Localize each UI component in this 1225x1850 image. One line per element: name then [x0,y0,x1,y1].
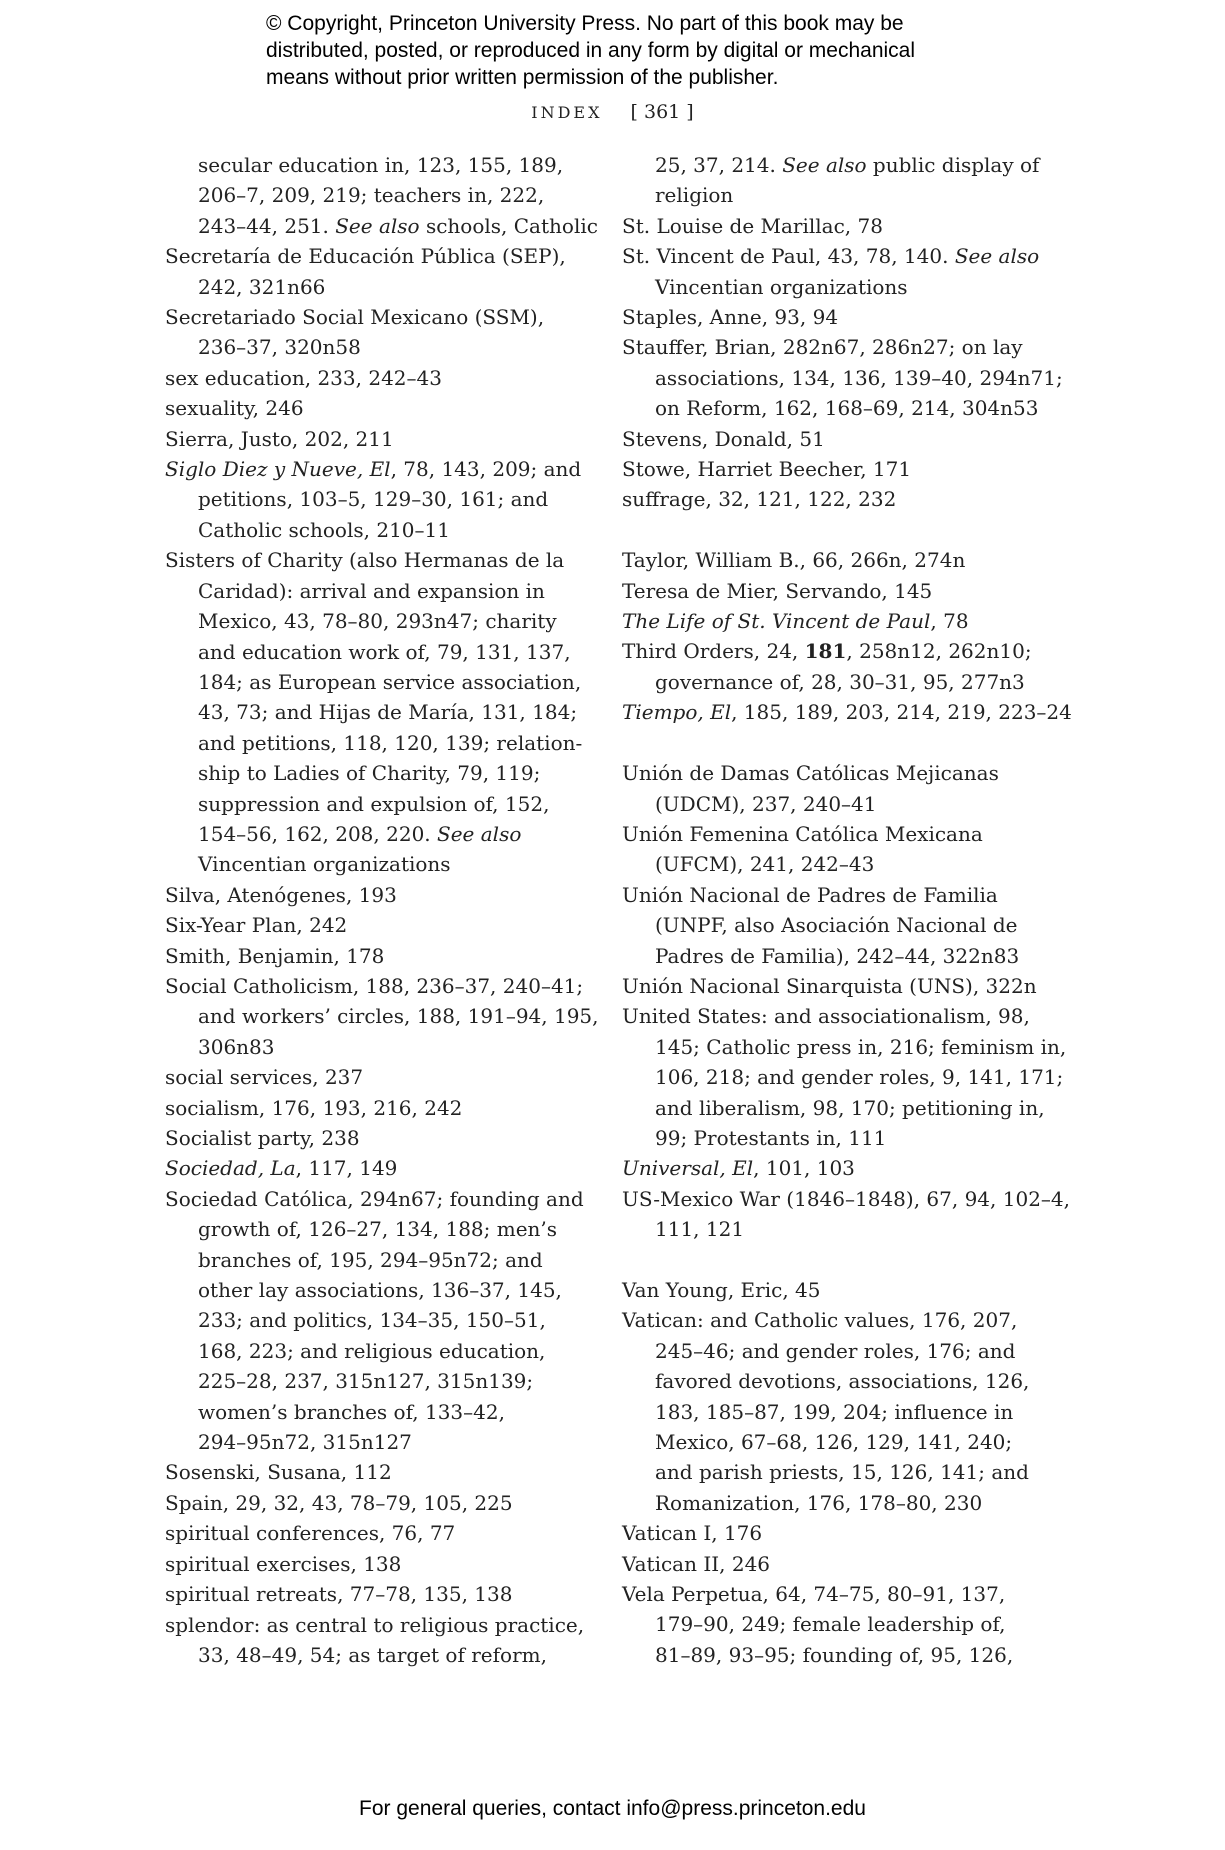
index-entry-line [165,393,575,423]
index-text: Six-Year Plan, 242 [165,913,348,938]
index-entry-line [198,1275,575,1305]
index-text: St. Louise de Marillac, 78 [622,213,883,238]
index-entry-line [655,1214,1042,1244]
index-entry-line [655,667,1042,697]
index-text: St. Vincent de Paul, 43, 78, 140. [622,244,955,269]
index-entry [622,606,1042,636]
index-entry-line [622,1184,1070,1214]
index-text: 43, 73; and Hijas de María, 131, 184; [198,700,578,725]
index-entry-line [198,1305,575,1335]
index-text: Tiempo, El [622,700,732,725]
index-text: and petitions, 118, 120, 139; relation- [198,730,583,755]
index-entry-line [165,1518,575,1548]
index-entry-line [655,1427,1042,1457]
index-text: 294–95n72, 315n127 [198,1430,412,1455]
index-text: (UFCM), 241, 242–43 [655,852,875,877]
index-text: Sosenski, Susana, 112 [165,1460,392,1485]
index-text: Vela Perpetua, 64, 74–75, 80–91, 137, [622,1582,1006,1607]
index-text: secular education in, 123, 155, 189, [198,153,564,177]
index-entry [165,1488,575,1518]
index-entry [165,1093,575,1123]
index-entry [622,1549,1042,1579]
index-entry-line [198,758,575,788]
index-entry-line [198,697,578,727]
index-entry-line [655,1093,1045,1123]
index-entry-line [198,211,598,241]
index-entry-line [198,849,575,879]
index-text: Vincentian organizations [198,852,451,877]
index-text: spiritual exercises, 138 [165,1551,402,1576]
index-entry-line [198,637,575,667]
index-entry-line [622,576,1042,606]
index-text: Van Young, Eric, 45 [622,1277,821,1302]
index-text: petitions, 103–5, 129–30, 161; and [198,487,549,512]
index-entry-line [198,1427,575,1457]
index-entry-line [655,1457,1042,1487]
index-entry-line [655,1336,1042,1366]
index-text: Stauffer, Brian, 282n67, 286n27; on lay [622,335,1023,360]
index-column-right [622,150,1072,1670]
index-entry [622,424,1042,454]
index-entry-line [622,880,1042,910]
index-entry [165,1062,575,1092]
index-entry-line [622,697,1072,727]
index-entry-line [198,1366,575,1396]
index-text: 111, 121 [655,1217,745,1242]
index-text: ship to Ladies of Charity, 79, 119; [198,761,541,786]
index-entry [622,758,1042,819]
index-text: 206–7, 209, 219; teachers in, 222, [198,183,545,208]
index-text: 236–37, 320n58 [198,335,361,360]
index-entry [165,880,575,910]
index-text: The Life of St. Vincent de Paul [622,609,931,634]
index-text: associations, 134, 136, 139–40, 294n71; [655,365,1063,390]
index-text: 242, 321n66 [198,274,326,299]
index-entry-line [622,1579,1042,1609]
index-text: , 185, 189, 203, 214, 219, 223–24 [731,700,1072,725]
index-text: Spain, 29, 32, 43, 78–79, 105, 225 [165,1490,513,1515]
index-entry-line [198,1245,575,1275]
index-entry-line [165,1457,575,1487]
index-entry-line [622,211,1042,241]
index-entry [622,1184,1070,1245]
index-text: Teresa de Mier, Servando, 145 [622,578,933,603]
index-text: on Reform, 162, 168–69, 214, 304n53 [655,396,1039,421]
index-entry-line [198,180,575,210]
index-text: Sisters of Charity (also Hermanas de la [165,548,565,573]
index-text: spiritual conferences, 76, 77 [165,1521,456,1546]
index-entry-line [622,1518,1042,1548]
index-text: favored devotions, associations, 126, [655,1369,1030,1394]
index-text: sexuality, 246 [165,396,304,421]
index-entry [165,363,575,393]
index-entry-line [622,971,1042,1001]
index-entry-line [165,302,575,332]
index-entry-line [655,1123,1042,1153]
index-text: other lay associations, 136–37, 145, [198,1278,562,1303]
index-text: splendor: as central to religious practice, [165,1612,585,1637]
index-text: Secretaría de Educación Pública (SEP), [165,244,566,269]
index-entry-line [165,880,575,910]
index-entry-line [198,667,582,697]
index-entry-line [622,606,1042,636]
index-entry [622,241,1042,302]
index-text: Social Catholicism, 188, 236–37, 240–41; [165,973,584,998]
index-entry-line [655,393,1042,423]
index-entry-line [655,272,1042,302]
index-text: , 117, 149 [295,1156,398,1181]
index-entry-line [165,241,575,271]
index-entry [622,1001,1067,1153]
index-text: and parish priests, 15, 126, 141; and [655,1460,1029,1485]
index-text: women’s branches of, 133–42, [198,1399,505,1424]
index-text: 243–44, 251. [198,213,336,238]
index-text: Catholic schools, 210–11 [198,517,450,542]
index-text: (UDCM), 237, 240–41 [655,791,877,816]
index-text: See also [954,244,1040,269]
index-entry-continued [165,150,598,241]
index-entry [165,910,575,940]
index-text: Unión Nacional de Padres de Familia [622,882,998,907]
index-text: Third Orders, 24, [622,639,805,664]
index-entry-line [165,1123,575,1153]
index-entry-line [165,1093,575,1123]
index-entry-line [622,1549,1042,1579]
page-number: [ 361 ] [630,101,694,123]
index-entry-line [622,484,1042,514]
index-entry-line [622,1153,1042,1183]
index-text: 183, 185–87, 199, 204; influence in [655,1399,1014,1424]
index-entry-line [622,758,1042,788]
index-text: Padres de Familia), 242–44, 322n83 [655,943,1020,968]
index-entry-line [198,272,575,302]
index-entry-line [622,241,1042,271]
index-entry-line [165,1579,575,1609]
index-entry-line [655,1488,1042,1518]
index-entry-line [622,1275,1042,1305]
index-entry-line [655,789,1042,819]
index-entry [165,941,575,971]
index-entry-line [622,332,1042,362]
index-entry [622,332,1063,423]
index-entry [622,819,1042,880]
index-text: suffrage, 32, 121, 122, 232 [622,487,897,512]
copyright-line: means without prior written permission of the publisher. [266,66,779,89]
index-text: suppression and expulsion of, 152, [198,791,550,816]
index-entry-line [198,576,575,606]
index-text: See also [782,153,867,177]
index-entry-line [165,1184,584,1214]
index-text: Taylor, William B., 66, 266n, 274n [622,548,966,573]
index-text: governance of, 28, 30–31, 95, 277n3 [655,669,1025,694]
index-text: Vatican II, 246 [622,1551,771,1576]
index-entry [165,1457,575,1487]
index-text: Sierra, Justo, 202, 211 [165,426,394,451]
index-entry-line [165,971,584,1001]
index-entry-line [165,941,575,971]
index-text: 245–46; and gender roles, 176; and [655,1338,1016,1363]
index-text: , 78, 143, 209; and [390,457,582,482]
index-text: religion [655,183,734,208]
index-text: Unión de Damas Católicas Mejicanas [622,761,999,786]
index-text: 181 [804,639,847,664]
index-entry-line [622,1001,1042,1031]
index-entry-line [198,1214,575,1244]
index-entry [165,302,575,363]
index-text: 233; and politics, 134–35, 150–51, [198,1308,546,1333]
index-entry-line [198,789,575,819]
index-text: See also [335,213,420,238]
index-entry-line [165,1610,585,1640]
index-entry [165,1579,575,1609]
index-text: Unión Femenina Católica Mexicana [622,821,983,846]
index-entry [165,1184,584,1458]
index-entry-line [655,1032,1067,1062]
index-text: 179–90, 249; female leadership of, [655,1612,1006,1637]
index-entry-line [198,1397,575,1427]
index-text: socialism, 176, 193, 216, 242 [165,1095,463,1120]
index-text: , 101, 103 [753,1156,855,1181]
index-entry [165,1610,585,1671]
index-entry-line [198,606,575,636]
index-text: social services, 237 [165,1065,364,1090]
index-column-left [165,150,599,1670]
letter-group-gap [622,515,1042,545]
index-entry-line [165,363,575,393]
index-entry-line [198,819,575,849]
index-text: Universal, El [622,1156,754,1181]
index-text: Unión Nacional Sinarquista (UNS), 322n [622,973,1037,998]
index-text: 225–28, 237, 315n127, 315n139; [198,1369,534,1394]
index-entry-line [655,150,1042,180]
index-text: Sociedad Católica, 294n67; founding and [165,1186,584,1211]
index-entry [165,1123,575,1153]
index-entry-line [655,910,1042,940]
index-entry [165,454,582,545]
index-entry [622,302,1042,332]
index-text: and workers’ circles, 188, 191–94, 195, [198,1004,599,1029]
index-entry-line [655,941,1042,971]
index-entry-line [655,363,1063,393]
index-entry-line [198,1640,575,1670]
index-entry-continued [622,150,1042,211]
index-entry-line [198,515,575,545]
index-entry-line [165,1549,575,1579]
copyright-notice [266,10,986,91]
footer-contact: For general queries, contact info@press.princeton.edu [359,1797,866,1820]
index-entry [622,697,1072,727]
index-entry [622,545,1042,575]
index-text: Secretariado Social Mexicano (SSM), [165,305,545,330]
index-text: 25, 37, 214. [655,153,783,177]
index-text: Vatican I, 176 [622,1521,763,1546]
index-text: Silva, Atenógenes, 193 [165,882,397,907]
letter-group-gap [622,728,1042,758]
index-text: schools, Catholic [419,213,598,238]
index-entry-line [198,1032,575,1062]
index-entry-line [622,424,1042,454]
index-entry-line [622,636,1042,666]
index-text: 145; Catholic press in, 216; feminism in, [655,1034,1067,1059]
index-entry [165,1518,575,1548]
index-text: 99; Protestants in, 111 [655,1125,887,1150]
index-text: Stowe, Harriet Beecher, 171 [622,457,912,482]
running-head [0,99,1225,126]
index-entry [165,1549,575,1579]
index-entry [165,424,575,454]
index-entry-line [622,819,1042,849]
index-entry-line [165,545,575,575]
index-text: 306n83 [198,1034,275,1059]
index-text: Socialist party, 238 [165,1126,360,1150]
index-entry [165,393,575,423]
index-text: (UNPF, also Asociación Nacional de [655,913,1018,938]
index-text: Mexico, 67–68, 126, 129, 141, 240; [655,1430,1013,1455]
index-text: 154–56, 162, 208, 220. [198,821,438,846]
index-entry [165,241,575,302]
index-text: sex education, 233, 242–43 [165,365,442,390]
index-entry-line [165,454,582,484]
index-text: Siglo Diez y Nueve, El [165,457,391,482]
index-text: Romanization, 176, 178–80, 230 [655,1490,983,1515]
index-entry-line [655,1397,1042,1427]
index-entry-line [655,1609,1042,1639]
index-entry [622,1275,1042,1305]
copyright-line: © Copyright, Princeton University Press. No part of this book may be [266,12,904,35]
index-entry [622,211,1042,241]
index-entry [622,636,1042,697]
index-entry [165,1153,575,1183]
index-text: Staples, Anne, 93, 94 [622,305,839,330]
index-text: United States: and associationalism, 98, [622,1004,1030,1029]
index-entry-line [165,424,575,454]
index-entry-line [622,454,1042,484]
index-text: spiritual retreats, 77–78, 135, 138 [165,1582,513,1607]
index-text: 33, 48–49, 54; as target of reform, [198,1642,547,1667]
index-text: US-Mexico War (1846–1848), 67, 94, 102–4, [622,1186,1070,1211]
index-text: branches of, 195, 294–95n72; and [198,1247,543,1272]
letter-group-gap [622,1245,1042,1275]
index-text: 81–89, 93–95; founding of, 95, 126, [655,1642,1014,1667]
index-entry [622,1518,1042,1548]
index-text: Vincentian organizations [655,274,908,299]
index-entry [165,545,583,879]
index-entry [622,576,1042,606]
index-text: and education work of, 79, 131, 137, [198,639,571,664]
index-text: Caridad): arrival and expansion in [198,578,545,603]
running-head-label: INDEX [531,103,603,122]
index-entry [622,1153,1042,1183]
index-entry-line [198,1001,599,1031]
index-entry-line [165,910,575,940]
copyright-line: distributed, posted, or reproduced in any form by digital or mechanical [266,39,916,62]
index-entry-line [622,545,1042,575]
index-entry-line [198,332,575,362]
index-entry-line [655,1640,1042,1670]
index-text: See also [437,821,522,846]
index-entry-line [655,1366,1042,1396]
index-text: Sociedad, La [165,1156,296,1181]
index-entry [622,1305,1042,1518]
index-entry [622,880,1042,971]
index-text: Stevens, Donald, 51 [622,426,825,451]
index-entry [165,971,599,1062]
index-text: and liberalism, 98, 170; petitioning in, [655,1095,1045,1120]
index-entry [622,484,1042,514]
index-entry-line [165,1062,575,1092]
index-text: 168, 223; and religious education, [198,1338,546,1363]
index-entry-line [655,1062,1064,1092]
index-entry-line [165,1153,575,1183]
index-text: 184; as European service association, [198,669,582,694]
index-entry-line [622,302,1042,332]
index-text: growth of, 126–27, 134, 188; men’s [198,1217,558,1242]
index-entry [622,971,1042,1001]
index-text: , 258n12, 262n10; [846,639,1032,664]
index-entry-line [165,1488,575,1518]
index-entry-line [198,150,575,180]
index-entry-line [655,180,1042,210]
index-text: public display of [866,153,1040,177]
index-entry [622,454,1042,484]
index-entry [622,1579,1042,1670]
index-entry-line [198,728,583,758]
index-text: Vatican: and Catholic values, 176, 207, [622,1308,1018,1333]
index-entry-line [198,1336,575,1366]
index-text: Smith, Benjamin, 178 [165,943,385,968]
index-entry-line [622,1305,1042,1335]
index-text: , 78 [930,609,969,634]
index-entry-line [655,849,1042,879]
index-entry-line [198,484,575,514]
index-text: 106, 218; and gender roles, 9, 141, 171; [655,1065,1064,1090]
index-text: Mexico, 43, 78–80, 293n47; charity [198,609,557,634]
